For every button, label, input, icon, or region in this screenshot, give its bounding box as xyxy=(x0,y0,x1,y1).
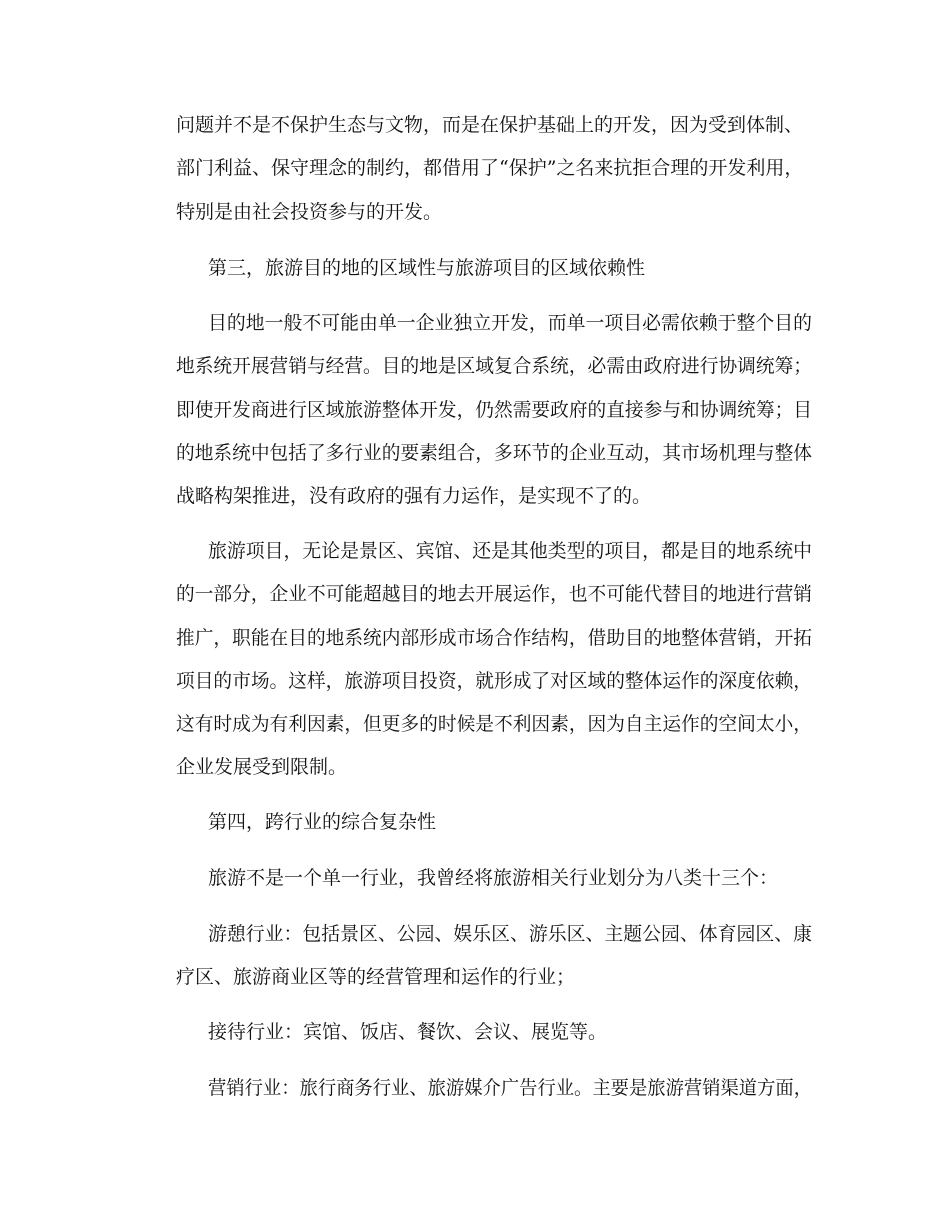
section-heading-third: 第三，旅游目的地的区域性与旅游项目的区域依赖性 xyxy=(208,257,646,279)
paragraph-4-line-3: 推广，职能在目的地系统内部形成市场合作结构，借助目的地整体营销，开拓 xyxy=(176,627,813,649)
paragraph-4-line-5: 这有时成为有利因素，但更多的时候是不利因素，因为自主运作的空间太小， xyxy=(176,713,813,735)
section-heading-fourth: 第四，跨行业的综合复杂性 xyxy=(208,811,437,833)
paragraph-1-line-2: 部门利益、保守理念的制约，都借用了“保护”之名来抗拒合理的开发利用， xyxy=(176,157,804,179)
paragraph-7-line-1: 游憩行业：包括景区、公园、娱乐区、游乐区、主题公园、体育园区、康 xyxy=(208,923,813,945)
paragraph-3-line-4: 的地系统中包括了多行业的要素组合，多环节的企业互动，其市场机理与整体 xyxy=(176,442,813,464)
paragraph-9-line-1: 营销行业：旅行商务行业、旅游媒介广告行业。主要是旅游营销渠道方面， xyxy=(208,1077,813,1099)
paragraph-4-line-4: 项目的市场。这样，旅游项目投资，就形成了对区域的整体运作的深度依赖， xyxy=(176,670,813,692)
paragraph-4-line-2: 的一部分，企业不可能超越目的地去开展运作，也不可能代替目的地进行营销 xyxy=(176,583,813,605)
paragraph-8-line-1: 接待行业：宾馆、饭店、餐饮、会议、展览等。 xyxy=(208,1021,608,1043)
paragraph-3-line-5: 战略构架推进，没有政府的强有力运作，是实现不了的。 xyxy=(176,485,652,507)
paragraph-6-line-1: 旅游不是一个单一行业，我曾经将旅游相关行业划分为八类十三个： xyxy=(208,867,779,889)
paragraph-3-line-2: 地系统开展营销与经营。目的地是区域复合系统，必需由政府进行协调统筹； xyxy=(176,355,813,377)
paragraph-7-line-2: 疗区、旅游商业区等的经营管理和运作的行业； xyxy=(176,966,576,988)
paragraph-3-line-1: 目的地一般不可能由单一企业独立开发，而单一项目必需依赖于整个目的 xyxy=(208,312,813,334)
paragraph-1-line-1: 问题并不是不保护生态与文物，而是在保护基础上的开发，因为受到体制、 xyxy=(176,114,804,136)
paragraph-4-line-1: 旅游项目，无论是景区、宾馆、还是其他类型的项目，都是目的地系统中 xyxy=(208,540,813,562)
paragraph-3-line-3: 即使开发商进行区域旅游整体开发，仍然需要政府的直接参与和协调统筹；目 xyxy=(176,399,813,421)
paragraph-4-line-6: 企业发展受到限制。 xyxy=(176,756,348,778)
paragraph-1-line-3: 特别是由社会投资参与的开发。 xyxy=(176,201,443,223)
